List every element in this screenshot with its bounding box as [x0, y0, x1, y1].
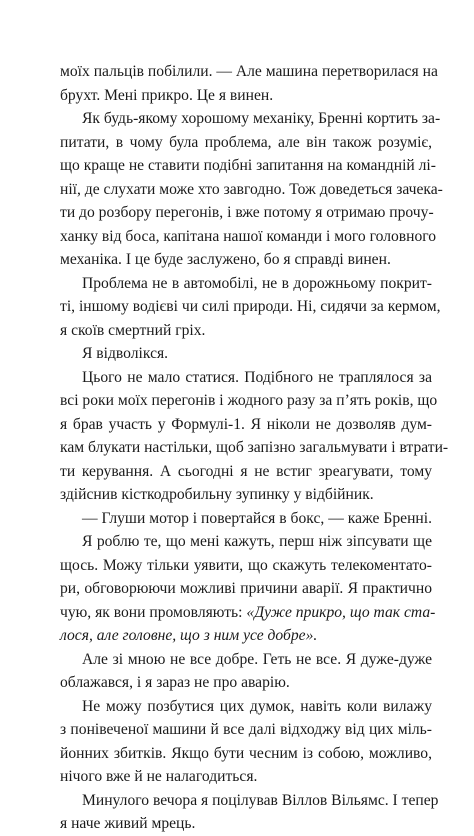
text-line: [60, 460, 432, 484]
text-line: [60, 530, 432, 554]
text-line: [60, 695, 432, 719]
text-line: [60, 342, 432, 366]
line-text: з понівеченої машини й все далі відходжу від цих міль-: [60, 721, 432, 738]
text-line: [60, 413, 432, 437]
text-line: [60, 366, 432, 390]
text-line: [60, 648, 432, 672]
text-line: [60, 671, 432, 695]
text-line: [60, 389, 438, 413]
line-text: я скоїв смертний гріх.: [60, 321, 206, 339]
line-text: ті, іншому водієві чи силі природи. Ні, сидячи за кермом,: [60, 298, 441, 315]
line-text: чую, як вони промовляють:: [60, 603, 247, 621]
text-line: [60, 812, 432, 836]
text-line: [60, 718, 432, 742]
line-text: здійснив кісткодробильну зупинку у відбійник.: [60, 486, 374, 503]
text-line: [60, 483, 432, 507]
text-line: [60, 225, 437, 249]
text-line: [60, 107, 441, 131]
line-text: Як будь-якому хорошому механіку, Бренні кортить за-: [82, 110, 441, 127]
line-text: Проблема не в автомобілі, не в дорожньому покрит-: [82, 274, 432, 292]
text-line: [60, 84, 432, 108]
text-line: [60, 295, 441, 319]
line-text: кам блукати настільки, щоб запізно загальмувати і втрати-: [60, 439, 449, 456]
text-line: [60, 577, 432, 601]
line-text: всі роки моїх перегонів і жодного разу за п’ять років, що: [60, 392, 438, 409]
text-line: [60, 436, 449, 460]
text-line: [60, 201, 432, 225]
text-line: [60, 789, 439, 813]
text-line: [60, 601, 436, 625]
text-line: [60, 554, 432, 578]
text-line: [60, 178, 443, 202]
line-text: Я відволікся.: [82, 345, 169, 362]
line-text: щось. Можу тільки уявити, що скажуть телекоментато-: [60, 556, 432, 574]
line-text: ти до розбору перегонів, і вже потому я отримаю прочу-: [60, 204, 434, 221]
line-text: брухт. Мені прикро. Це я винен.: [60, 86, 274, 104]
line-text: йонних збитків. Якщо бути чесним із собою, можливо,: [60, 744, 432, 762]
line-text: Але зі мною не все добре. Геть не все. Я дуже-дуже: [82, 650, 432, 668]
line-text: Не можу позбутися цих думок, навіть коли вилажу: [82, 697, 432, 715]
line-text: я брав участь у Формулі-1. Я ніколи не дозволяв дум-: [60, 415, 432, 433]
line-text: нії, де слухати може хто завгодно. Тож доведеться зачека-: [60, 180, 443, 198]
line-text: що краще не ставити подібні запитання на командній лі-: [60, 157, 436, 174]
text-line: [60, 248, 432, 272]
italic-quote-text: лося, але головне, що з ним усе добре».: [60, 627, 318, 644]
text-line: [60, 60, 438, 84]
line-text: нічого вже й не налагодиться.: [60, 768, 258, 785]
line-text: — Глуши мотор і повертайся в бокс, — каже Бренні.: [82, 509, 432, 527]
line-text: Минулого вечора я поцілував Віллов Вільямс. І тепер: [82, 791, 439, 809]
line-text: питати, в чому була проблема, але він також розуміє,: [60, 133, 432, 151]
line-text: ри, обговорюючи можливі причини аварії. Я практично: [60, 580, 432, 597]
text-line: [60, 154, 436, 178]
text-line: [60, 507, 432, 531]
text-line: [60, 319, 432, 343]
line-text: облажався, і я зараз не про аварію.: [60, 674, 290, 691]
line-text: ти керування. А сьогодні я не встиг зреагувати, тому: [60, 462, 432, 480]
italic-quote-text: «Дуже прикро, що так ста-: [246, 603, 436, 621]
line-text: Цього не мало статися. Подібного не траплялося за: [82, 368, 432, 386]
line-text: ханку від боса, капітана нашої команди і мого головного: [60, 227, 437, 245]
text-line: [60, 765, 432, 789]
text-line: [60, 624, 432, 648]
text-line: [60, 742, 432, 766]
line-text: механіка. І це буде заслужено, бо я справді винен.: [60, 251, 391, 268]
line-text: я наче живий мрець.: [60, 815, 196, 832]
text-line: [60, 131, 432, 155]
book-page: [60, 60, 449, 836]
text-line: [60, 272, 432, 296]
line-text: моїх пальців побілили. — Але машина перетворилася на: [60, 63, 438, 80]
line-text: Я роблю те, що мені кажуть, перш ніж зіпсувати ще: [82, 533, 432, 550]
